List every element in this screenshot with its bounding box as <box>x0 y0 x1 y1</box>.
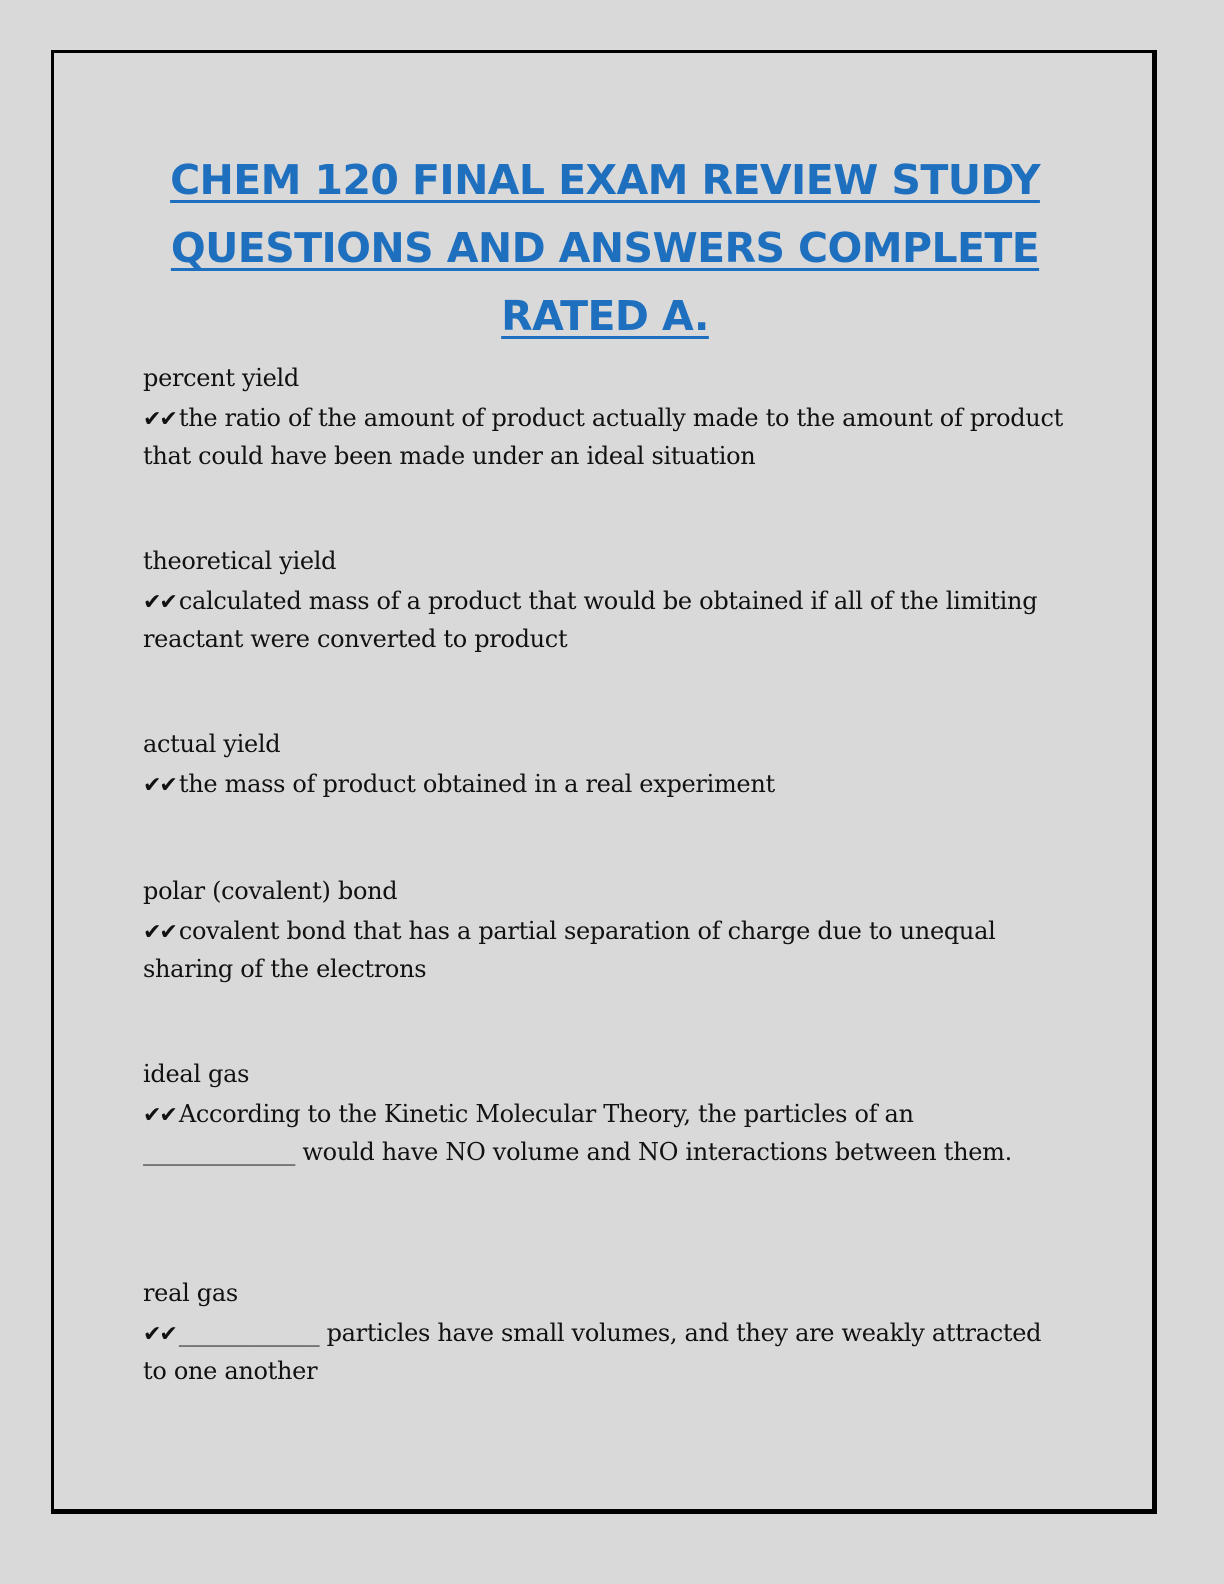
check-marks-icon: ✔✔ <box>143 1103 176 1128</box>
definition <box>143 1096 1063 1171</box>
check-marks-icon: ✔✔ <box>143 773 176 798</box>
definition-text: the ratio of the amount of product actually made to the amount of product that could have been made under an ideal situation <box>143 404 1063 470</box>
check-marks-icon: ✔✔ <box>143 590 176 615</box>
title-line-1: CHEM 120 FINAL EXAM REVIEW STUDY <box>170 156 1040 204</box>
term: real gas <box>143 1279 238 1307</box>
term: ideal gas <box>143 1060 250 1088</box>
title-line-3: RATED A. <box>501 292 709 340</box>
term: polar (covalent) bond <box>143 877 398 905</box>
definition <box>143 400 1063 475</box>
entry-real-gas <box>143 1275 1063 1390</box>
definition <box>143 1315 1063 1390</box>
definition <box>143 583 1063 658</box>
document-title <box>140 146 1070 350</box>
check-marks-icon: ✔✔ <box>143 920 176 945</box>
definition <box>143 913 1063 988</box>
entry-polar-covalent-bond <box>143 873 1063 988</box>
definition-text: calculated mass of a product that would be obtained if all of the limiting reactant were converted to product <box>143 587 1038 653</box>
definition-text: ____________ particles have small volumes, and they are weakly attracted to one another <box>143 1319 1042 1385</box>
entry-theoretical-yield <box>143 543 1063 658</box>
definition-text: covalent bond that has a partial separation of charge due to unequal sharing of the electrons <box>143 917 996 983</box>
check-marks-icon: ✔✔ <box>143 407 176 432</box>
term: theoretical yield <box>143 547 337 575</box>
entry-ideal-gas <box>143 1056 1063 1171</box>
term: actual yield <box>143 730 281 758</box>
entry-actual-yield <box>143 726 1063 804</box>
term: percent yield <box>143 364 299 392</box>
definition <box>143 766 1063 804</box>
title-line-2: QUESTIONS AND ANSWERS COMPLETE <box>170 224 1040 272</box>
entry-percent-yield <box>143 360 1063 475</box>
check-marks-icon: ✔✔ <box>143 1322 176 1347</box>
definition-text: According to the Kinetic Molecular Theory, the particles of an _____________ would have NO volume and NO interactions between them. <box>143 1100 1012 1166</box>
definition-text: the mass of product obtained in a real experiment <box>178 770 775 798</box>
